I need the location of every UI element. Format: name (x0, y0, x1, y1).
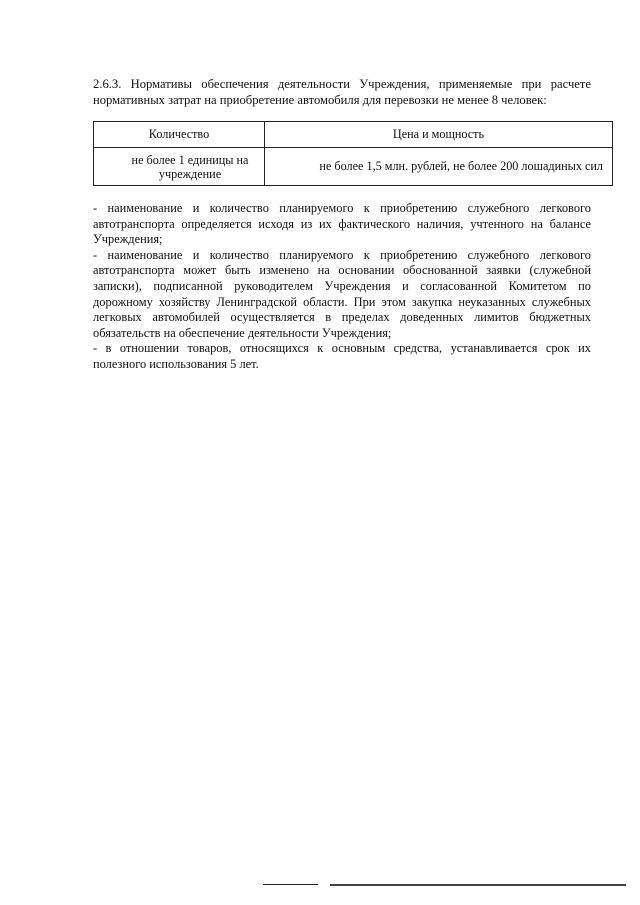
footer-rule-short (263, 884, 318, 885)
paragraph-3: - в отношении товаров, относящихся к основным средства, устанавливается срок их полезного использования 5 лет. (93, 341, 591, 371)
norms-table (93, 121, 613, 186)
header-quantity: Количество (94, 122, 265, 148)
paragraph-2: - наименование и количество планируемого к приобретению служебного легкового автотранспорта может быть изменено на основании обоснованной заявки (служебной записки), подписанной руководителем Учреждения и согласованной Комитетом по дорожному хозяйству Ленинградской области. При этом закупка неуказанных служебных легковых автомобилей осуществляется в пределах доведенных лимитов бюджетных обязательств на обеспечение деятельности Учреждения; (93, 247, 591, 340)
table-header-row (94, 122, 613, 148)
body-text (93, 201, 591, 373)
table-row (94, 148, 613, 186)
header-price-power: Цена и мощность (265, 122, 613, 148)
footer-rule-long (330, 884, 626, 886)
paragraph-1: - наименование и количество планируемого к приобретению служебного легкового автотранспорта определяется исходя из их фактического наличия, учтенного на балансе Учреждения; (93, 201, 591, 247)
section-heading: 2.6.3. Нормативы обеспечения деятельности Учреждения, применяемые при расчете нормативных затрат на приобретение автомобиля для перевозки не менее 8 человек: (93, 77, 591, 107)
cell-quantity: не более 1 единицы на учреждение (94, 148, 265, 186)
cell-price-power: не более 1,5 млн. рублей, не более 200 лошадиных сил (265, 148, 613, 186)
